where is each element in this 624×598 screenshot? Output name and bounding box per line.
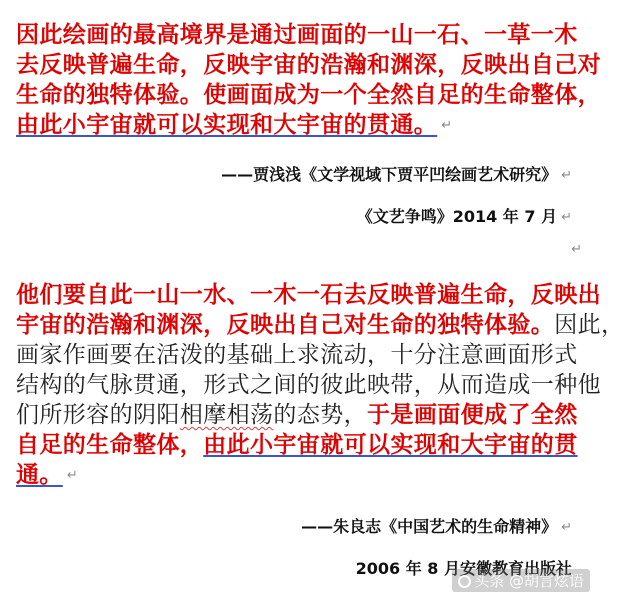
quote2-line-6-red-b: 由此小宇宙就可以实现和大宇宙的贯 xyxy=(203,432,578,458)
quote-passage-2 xyxy=(16,280,624,491)
quote2-line-5-wavy: 相摩相荡 xyxy=(179,402,274,428)
quote2-line-1-text: 他们要自此一山一水、一木一石去反映普遍生命，反映出 xyxy=(16,282,601,308)
quote2-line-3: 画家作画要在活泼的基础上求流动，十分注意画面形式 xyxy=(16,342,578,368)
citation1-author-title-text: ——贾浅浅《文学视域下贾平凹绘画艺术研究》 xyxy=(221,165,558,184)
quote1-line-2: 去反映普遍生命，反映宇宙的浩瀚和渊深，反映出自己对 xyxy=(16,52,601,78)
quote2-line-5-red: 于是画面便成了全然 xyxy=(367,402,578,428)
quote1-line-4 xyxy=(16,110,586,141)
quote1-line-1: 因此绘画的最高境界是通过画面的一山一石、一草一木 xyxy=(16,22,578,48)
paragraph-mark: ↵ xyxy=(561,168,572,183)
watermark xyxy=(452,569,590,592)
citation1-source xyxy=(357,204,572,227)
quote2-line-5 xyxy=(16,400,586,430)
citation2-author-title xyxy=(301,514,572,537)
quote2-line-5-a: 们所形容的阴阳 xyxy=(16,402,180,428)
quote2-line-2-black: 因此， xyxy=(554,312,624,338)
watermark-text: 头条 @胡言炫语 xyxy=(474,572,584,590)
quote1-line-3: 生命的独特体验。使画面成为一个全然自足的生命整体， xyxy=(16,82,601,108)
citation2-author-title-text: ——朱良志《中国艺术的生命精神》 xyxy=(301,517,558,536)
quote-passage-1 xyxy=(16,20,601,141)
quote2-line-7 xyxy=(16,460,586,491)
paragraph-mark: ↵ xyxy=(571,242,582,257)
paragraph-mark: ↵ xyxy=(66,467,79,483)
paragraph-mark: ↵ xyxy=(561,210,572,225)
quote2-line-5-b: 的态势， xyxy=(273,402,368,428)
quote2-line-6-red-a: 自足的生命整体， xyxy=(16,432,204,458)
quote2-line-2-red: 宇宙的浩瀚和渊深，反映出自己对生命的独特体验。 xyxy=(16,312,555,338)
watermark-logo-icon xyxy=(458,575,471,588)
paragraph-mark: ↵ xyxy=(561,520,572,535)
paragraph-mark: ↵ xyxy=(441,117,453,133)
quote2-line-2 xyxy=(16,310,624,340)
citation1-source-text: 《文艺争鸣》2014 年 7 月 xyxy=(356,207,558,226)
quote2-line-1 xyxy=(16,280,601,310)
quote2-line-4: 结构的气脉贯通，形式之间的彼此映带，从而造成一种他 xyxy=(16,372,601,398)
quote2-line-7-red: 通。 xyxy=(16,462,63,488)
quote1-line-4-text: 由此小宇宙就可以实现和大宇宙的贯通。 xyxy=(16,112,438,138)
citation2-source-text: 2006 年 8 月安徽教育出版社 xyxy=(355,559,572,578)
citation1-author-title xyxy=(221,162,572,185)
quote2-line-6 xyxy=(16,430,586,460)
